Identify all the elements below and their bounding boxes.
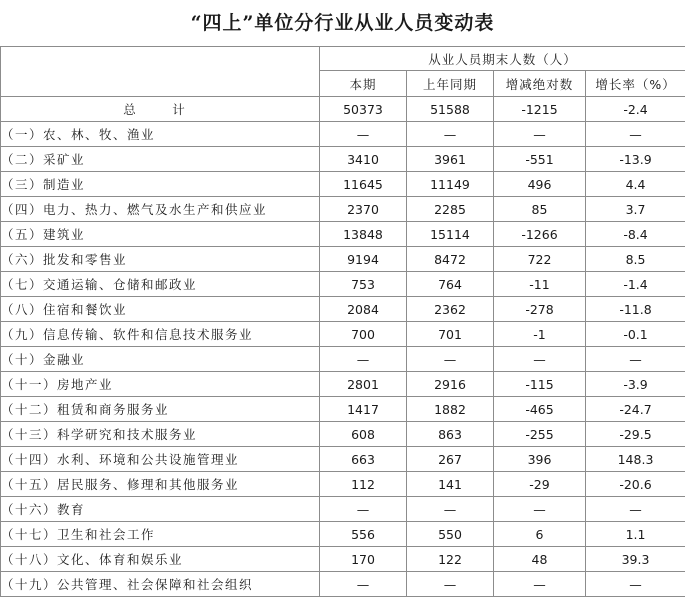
- industry-label: （九）信息传输、软件和信息技术服务业: [1, 322, 320, 347]
- cell-rate: -2.4: [586, 97, 685, 122]
- table-row: [1, 247, 685, 272]
- cell-rate: -20.6: [586, 472, 685, 497]
- cell-prior: 122: [407, 547, 494, 572]
- table-body: [1, 97, 685, 597]
- cell-change: -465: [494, 397, 586, 422]
- cell-change: -1266: [494, 222, 586, 247]
- industry-label: （十）金融业: [1, 347, 320, 372]
- cell-rate: -3.9: [586, 372, 685, 397]
- cell-change: —: [494, 497, 586, 522]
- cell-change: —: [494, 122, 586, 147]
- cell-change: —: [494, 347, 586, 372]
- cell-prior: 2285: [407, 197, 494, 222]
- cell-rate: 1.1: [586, 522, 685, 547]
- cell-change: 48: [494, 547, 586, 572]
- cell-current: 9194: [320, 247, 407, 272]
- cell-rate: —: [586, 497, 685, 522]
- employment-table: [0, 46, 685, 597]
- cell-prior: —: [407, 347, 494, 372]
- cell-change: -255: [494, 422, 586, 447]
- cell-prior: 11149: [407, 172, 494, 197]
- table-row: [1, 547, 685, 572]
- cell-change: 6: [494, 522, 586, 547]
- cell-rate: 39.3: [586, 547, 685, 572]
- cell-current: 3410: [320, 147, 407, 172]
- industry-label: （十五）居民服务、修理和其他服务业: [1, 472, 320, 497]
- cell-rate: -11.8: [586, 297, 685, 322]
- cell-rate: 148.3: [586, 447, 685, 472]
- table-row: [1, 297, 685, 322]
- industry-label: （七）交通运输、仓储和邮政业: [1, 272, 320, 297]
- table-row: [1, 372, 685, 397]
- table-row: [1, 397, 685, 422]
- total-label: 总 计: [1, 97, 320, 122]
- industry-label: （八）住宿和餐饮业: [1, 297, 320, 322]
- industry-label: （一）农、林、牧、渔业: [1, 122, 320, 147]
- cell-prior: 15114: [407, 222, 494, 247]
- table-row: [1, 222, 685, 247]
- cell-change: -29: [494, 472, 586, 497]
- cell-rate: —: [586, 347, 685, 372]
- cell-change: -551: [494, 147, 586, 172]
- cell-current: 608: [320, 422, 407, 447]
- cell-rate: 4.4: [586, 172, 685, 197]
- cell-change: -1215: [494, 97, 586, 122]
- column-header-current: 本期: [320, 71, 407, 97]
- table-row: [1, 572, 685, 597]
- cell-change: 85: [494, 197, 586, 222]
- cell-change: -115: [494, 372, 586, 397]
- cell-current: 11645: [320, 172, 407, 197]
- cell-change: -11: [494, 272, 586, 297]
- industry-label: （三）制造业: [1, 172, 320, 197]
- cell-current: 2084: [320, 297, 407, 322]
- cell-prior: 701: [407, 322, 494, 347]
- table-row: [1, 522, 685, 547]
- cell-prior: —: [407, 122, 494, 147]
- cell-current: 753: [320, 272, 407, 297]
- industry-label: （十二）租赁和商务服务业: [1, 397, 320, 422]
- cell-prior: 863: [407, 422, 494, 447]
- cell-current: 2370: [320, 197, 407, 222]
- cell-prior: 764: [407, 272, 494, 297]
- cell-prior: 8472: [407, 247, 494, 272]
- header-corner: [1, 47, 320, 97]
- cell-prior: 267: [407, 447, 494, 472]
- cell-current: 700: [320, 322, 407, 347]
- cell-change: 496: [494, 172, 586, 197]
- table-row: [1, 347, 685, 372]
- cell-rate: —: [586, 572, 685, 597]
- cell-current: 2801: [320, 372, 407, 397]
- table-row: [1, 122, 685, 147]
- cell-rate: 8.5: [586, 247, 685, 272]
- table-row: [1, 147, 685, 172]
- industry-label: （十四）水利、环境和公共设施管理业: [1, 447, 320, 472]
- cell-current: —: [320, 122, 407, 147]
- table-row: [1, 272, 685, 297]
- industry-label: （十七）卫生和社会工作: [1, 522, 320, 547]
- cell-rate: -1.4: [586, 272, 685, 297]
- cell-current: 50373: [320, 97, 407, 122]
- cell-change: -278: [494, 297, 586, 322]
- table-row: [1, 172, 685, 197]
- industry-label: （十三）科学研究和技术服务业: [1, 422, 320, 447]
- cell-prior: 1882: [407, 397, 494, 422]
- cell-current: —: [320, 497, 407, 522]
- cell-current: 1417: [320, 397, 407, 422]
- cell-change: —: [494, 572, 586, 597]
- cell-rate: -0.1: [586, 322, 685, 347]
- cell-prior: 51588: [407, 97, 494, 122]
- cell-prior: 2916: [407, 372, 494, 397]
- table-title: “四上”单位分行业从业人员变动表: [190, 12, 495, 34]
- header-group-cell: 从业人员期末人数（人）: [320, 47, 685, 71]
- cell-rate: -8.4: [586, 222, 685, 247]
- table-row: [1, 447, 685, 472]
- cell-current: 556: [320, 522, 407, 547]
- cell-current: —: [320, 347, 407, 372]
- cell-prior: —: [407, 497, 494, 522]
- industry-label: （十八）文化、体育和娱乐业: [1, 547, 320, 572]
- cell-prior: 2362: [407, 297, 494, 322]
- total-row: [1, 97, 685, 122]
- header-row-group: [1, 47, 685, 71]
- cell-prior: —: [407, 572, 494, 597]
- cell-current: 13848: [320, 222, 407, 247]
- table-row: [1, 422, 685, 447]
- cell-change: -1: [494, 322, 586, 347]
- cell-current: 663: [320, 447, 407, 472]
- cell-prior: 3961: [407, 147, 494, 172]
- cell-rate: -13.9: [586, 147, 685, 172]
- cell-rate: -24.7: [586, 397, 685, 422]
- cell-change: 396: [494, 447, 586, 472]
- table-row: [1, 197, 685, 222]
- industry-label: （五）建筑业: [1, 222, 320, 247]
- industry-label: （二）采矿业: [1, 147, 320, 172]
- cell-prior: 550: [407, 522, 494, 547]
- cell-change: 722: [494, 247, 586, 272]
- cell-rate: -29.5: [586, 422, 685, 447]
- column-header-change: 增减绝对数: [494, 71, 586, 97]
- column-header-rate: 增长率（%）: [586, 71, 685, 97]
- industry-label: （十九）公共管理、社会保障和社会组织: [1, 572, 320, 597]
- table-row: [1, 322, 685, 347]
- cell-rate: 3.7: [586, 197, 685, 222]
- industry-label: （四）电力、热力、燃气及水生产和供应业: [1, 197, 320, 222]
- industry-label: （十六）教育: [1, 497, 320, 522]
- cell-current: —: [320, 572, 407, 597]
- cell-prior: 141: [407, 472, 494, 497]
- industry-label: （十一）房地产业: [1, 372, 320, 397]
- column-header-prior: 上年同期: [407, 71, 494, 97]
- table-row: [1, 497, 685, 522]
- cell-rate: —: [586, 122, 685, 147]
- industry-label: （六）批发和零售业: [1, 247, 320, 272]
- cell-current: 170: [320, 547, 407, 572]
- cell-current: 112: [320, 472, 407, 497]
- table-row: [1, 472, 685, 497]
